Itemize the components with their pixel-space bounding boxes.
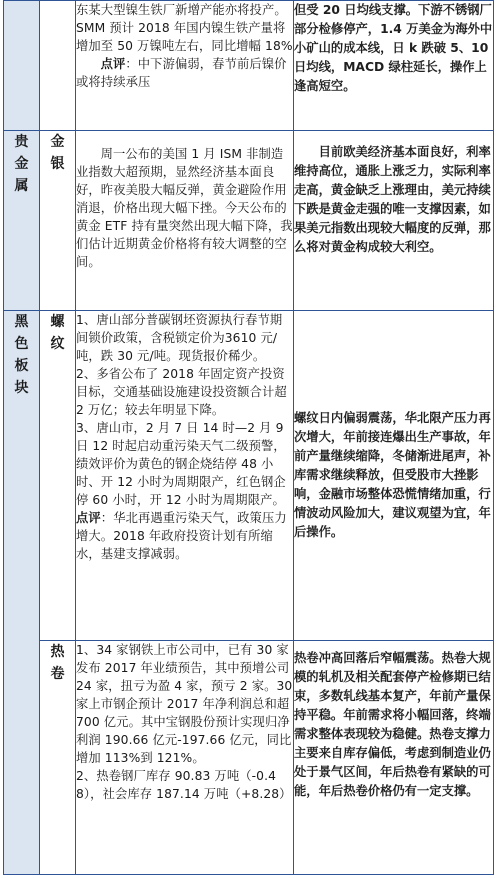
comment (76, 509, 293, 563)
sub-label: 螺纹 (50, 314, 65, 352)
comment-text: ：中下游偏弱，春节前后镍价或将持续承压 (76, 57, 287, 89)
row-nickel (4, 1, 494, 131)
row-precious (4, 131, 494, 311)
news-item: 3、唐山市，2 月 7 日 14 时—2 月 9 日 12 时起启动重污染天气二级预警，绩效评价为黄色的钢企烧结停 48 小时、开 12 小时为周期限产，红色钢企停 60 小时，开 12 小时为周期限产。 (76, 421, 286, 507)
category-label: 黑色板块 (14, 314, 29, 396)
view-cell-rebar (294, 311, 494, 641)
view-text: 目前欧美经济基本面良好，利率维持高位，通胀上涨乏力，实际利率走高，黄金缺乏上涨理由，美元持续下跌是黄金走强的唯一支撑因素，如果美元指数出现较大幅度的反弹，那么将对黄金构成较大利空。 (294, 145, 491, 254)
sub-cell-precious (40, 131, 76, 311)
sub-cell-rebar (40, 311, 76, 641)
comment-label: 点评 (76, 511, 101, 525)
sub-label: 金银 (50, 134, 65, 172)
view-cell-hotcoil (294, 641, 494, 875)
view-text: 热卷冲高回落后窄幅震荡。热卷大规模的轧机及相关配套停产检修期已结束，多数轧线基本复产，年前产量保持平稳。年前需求将小幅回落，终端需求整体表现较为稳健。热卷支撑力主要来自库存偏低，考虑到制造业仍处于景气区间，年后热卷有紧缺的可能，年后热卷价格仍有一定支撑。 (294, 651, 491, 798)
view-cell-nickel (294, 1, 494, 131)
sub-label: 热卷 (50, 644, 65, 682)
news-text: 东某大型镍生铁厂新增产能亦将投产。SMM 预计 2018 年国内镍生铁产量将增加至 50 万镍吨左右，同比增幅 18% (76, 3, 293, 53)
news-cell-precious (76, 131, 294, 311)
sub-cell-hotcoil (40, 641, 76, 875)
category-cell-nickel (4, 1, 40, 131)
comment (76, 55, 293, 91)
view-text: 螺纹日内偏弱震荡，华北限产压力再次增大，年前接连爆出生产事故，年前产量继续缩降，冬储渐进尾声，补库需求继续释放，但受股市大挫影响，金融市场整体恐慌情绪加重，行情波动风险加大，建议观望为宜，年后操作。 (294, 411, 491, 539)
category-cell-black (4, 311, 40, 875)
category-cell-precious (4, 131, 40, 311)
category-label: 贵金属 (14, 134, 29, 194)
news-item: 2、热卷钢厂库存 90.83 万吨（-0.48），社会库存 187.14 万吨（+8.28） (76, 769, 292, 801)
row-rebar (4, 311, 494, 641)
news-cell-nickel (76, 1, 294, 131)
news-text: 周一公布的美国 1 月 ISM 非制造业指数大超预期，显然经济基本面良好，昨夜美股大幅反弹，黄金避险作用消退，价格出现大幅下挫。今天公布的黄金 ETF 持有量突然出现大幅下降，我们估计近期黄金价格将有较大调整的空间。 (76, 147, 293, 269)
sub-cell-nickel (40, 1, 76, 131)
view-cell-precious (294, 131, 494, 311)
news-item: 2、多省公布了 2018 年固定资产投资目标，交通基础设施建设投资额合计超 2 万亿；较去年明显下降。 (76, 367, 287, 417)
comment-text: ：华北再遇重污染天气，政策压力增大。2018 年政府投资计划有所缩水，基建支撑减弱。 (76, 511, 287, 561)
comment-label: 点评 (100, 57, 126, 71)
news-item: 1、34 家钢铁上市公司中，已有 30 家发布 2017 年业绩预告，其中预增公司 24 家，扭亏为盈 4 家，预亏 2 家。30 家上市钢企预计 2017 年净利润总和超 700 亿元。其中宝钢股份预计实现归净利润 190.66 亿元-197.66 亿元，同比增加 113%到 121%。 (76, 643, 293, 765)
news-item: 1、唐山部分普碳钢坯资源执行春节期间锁价政策，含税锁定价为3610 元/吨，跌 30 元/吨。现货报价稀少。 (76, 313, 283, 363)
news-cell-hotcoil (76, 641, 294, 875)
row-hotcoil (4, 641, 494, 875)
view-text: 但受 20 日均线支撑。下游不锈钢厂部分检修停产，1.4 万美金为海外中小矿山的成本线，日 k 跌破 5、10 日均线，MACD 绿柱延长，操作上逢高短空。 (294, 3, 493, 93)
commodity-analysis-table (3, 0, 494, 875)
news-cell-rebar (76, 311, 294, 641)
